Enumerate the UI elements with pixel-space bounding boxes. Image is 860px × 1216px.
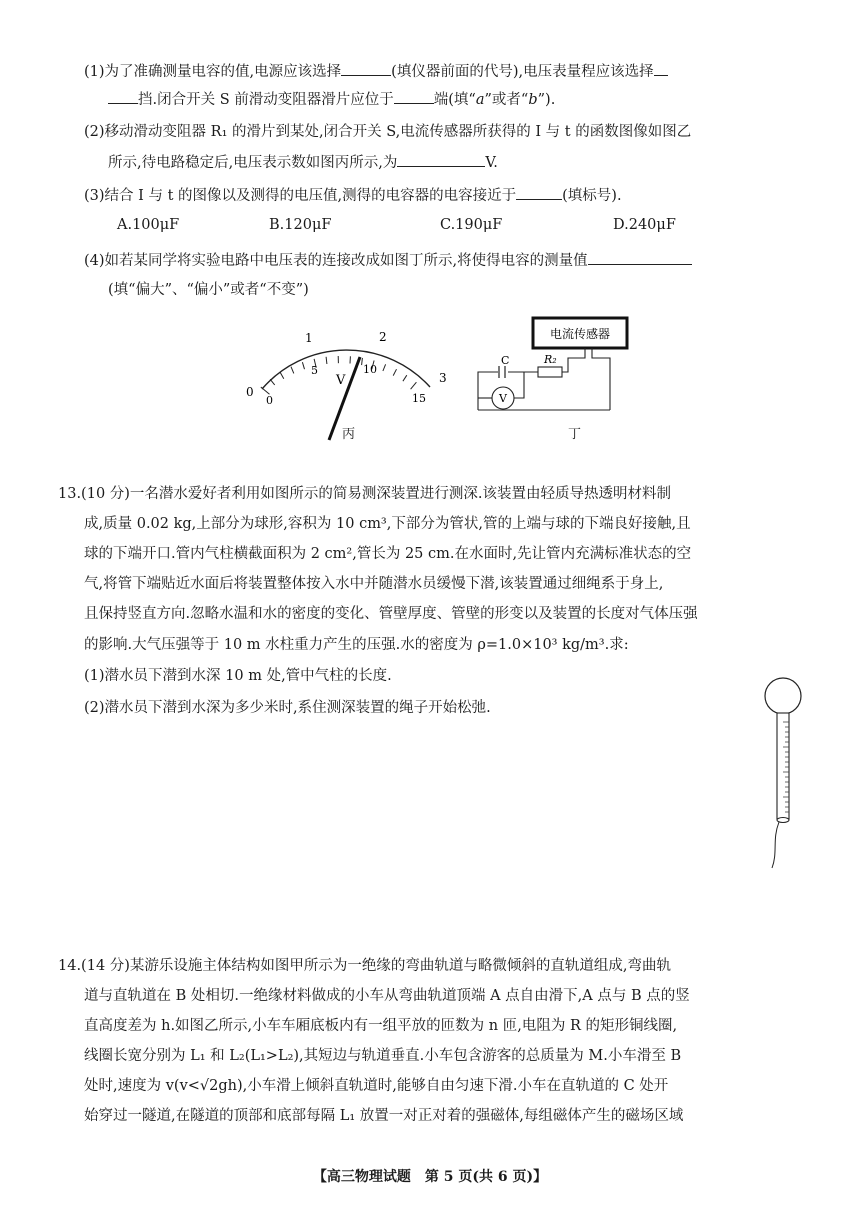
q13-line: 气,将管下端贴近水面后将装置整体按入水中并随潜水员缓慢下潜,该装置通过细绳系于身上, (84, 576, 664, 592)
q12-part1-line2: 挡.闭合开关 S 前滑动变阻器滑片应位于 端(填“a”或者“b”). (108, 87, 555, 111)
dial-outer-label: 1 (305, 331, 313, 345)
page-footer: 【高三物理试题 第 5 页(共 6 页)】 (312, 1169, 548, 1185)
resistor-label: R₂ (544, 353, 557, 366)
q12-part3: (3)结合 I 与 t 的图像以及测得的电压值,测得的电容器的电容接近于 (填标号). (84, 183, 622, 207)
answer-blank (341, 59, 391, 76)
q14-line: 始穿过一隧道,在隧道的顶部和底部每隔 L₁ 放置一对正对着的强磁体,每组磁体产生的磁场区域 (84, 1108, 684, 1124)
q13-subquestion-2: (2)潜水员下潜到水深为多少米时,系住测深装置的绳子开始松弛. (84, 700, 491, 716)
q12-part1-line1: (1)为了准确测量电容的值,电源应该选择 (填仪器前面的代号),电压表量程应该选择 (84, 59, 668, 83)
gauge-ball (765, 678, 801, 714)
option-a: A.100μF (117, 217, 180, 233)
q14-line: 直高度差为 h.如图乙所示,小车车厢底板内有一组平放的匝数为 n 匝,电阻为 R 的矩形铜线圈, (84, 1018, 678, 1034)
dial-outer-label: 3 (439, 371, 447, 385)
figure-caption-bing: 丙 (342, 427, 356, 442)
q12-part2-line1: (2)移动滑动变阻器 R₁ 的滑片到某处,闭合开关 S,电流传感器所获得的 I 与 t 的函数图像如图乙 (84, 124, 692, 140)
q14-line: 线圈长宽分别为 L₁ 和 L₂(L₁>L₂),其短边与轨道垂直.小车包含游客的总质量为 M.小车滑至 B (84, 1048, 682, 1064)
answer-blank (516, 183, 562, 200)
capacitor-symbol (499, 366, 505, 378)
q13-subquestion-1: (1)潜水员下潜到水深 10 m 处,管中气柱的长度. (84, 668, 392, 684)
answer-blank (397, 150, 485, 167)
dial-inner-label: 15 (412, 392, 426, 405)
answer-blank (394, 87, 434, 104)
answer-blank (588, 248, 692, 265)
q13-line: 的影响.大气压强等于 10 m 水柱重力产生的压强.水的密度为 ρ=1.0×10³ kg/m³.求: (84, 637, 629, 653)
tie-string (772, 822, 779, 868)
dial-arc (262, 350, 430, 389)
q13-line: 且保持竖直方向.忽略水温和水的密度的变化、管壁厚度、管壁的形变以及装置的长度对气体压强 (84, 606, 698, 622)
dial-outer-label: 2 (379, 330, 387, 344)
q12-part4-line2: (填“偏大”、“偏小”或者“不变”) (108, 282, 309, 298)
dial-inner-label: 0 (266, 394, 273, 407)
depth-gauge-figure (752, 670, 812, 870)
option-d: D.240μF (613, 217, 676, 233)
q13-line: 13.(10 分)一名潜水爱好者利用如图所示的简易测深装置进行测深.该装置由轻质导热透明材料制 (58, 486, 672, 502)
q13-line: 成,质量 0.02 kg,上部分为球形,容积为 10 cm³,下部分为管状,管的上端与球的下端良好接触,且 (84, 516, 691, 532)
q14-line: 处时,速度为 v(v<√2gh),小车滑上倾斜直轨道时,能够自由匀速下滑.小车在直轨道的 C 处开 (84, 1078, 669, 1094)
q12-part4-line1: (4)如若某同学将实验电路中电压表的连接改成如图丁所示,将使得电容的测量值 (84, 248, 692, 272)
q14-line: 14.(14 分)某游乐设施主体结构如图甲所示为一绝缘的弯曲轨道与略微倾斜的直轨道组成,弯曲轨 (58, 958, 672, 974)
capacitor-label: C (501, 354, 510, 367)
circuit-figure (470, 312, 650, 422)
current-sensor-label: 电流传感器 (549, 327, 611, 341)
resistor-symbol (538, 367, 562, 377)
answer-blank (654, 59, 668, 76)
q13-line: 球的下端开口.管内气柱横截面积为 2 cm²,管长为 25 cm.在水面时,先让管内充满标准状态的空 (84, 546, 692, 562)
option-c: C.190μF (440, 217, 503, 233)
dial-unit: V (336, 373, 346, 388)
q12-part2-line2: 所示,待电路稳定后,电压表示数如图丙所示,为 V. (108, 150, 498, 174)
tube-opening (777, 818, 789, 823)
dial-inner-label: 5 (311, 364, 318, 377)
gauge-tube (777, 713, 789, 819)
answer-blank (108, 87, 138, 104)
dial-inner-label: 10 (363, 363, 377, 376)
q14-line: 道与直轨道在 B 处相切.一绝缘材料做成的小车从弯曲轨道顶端 A 点自由滑下,A 点与 B 点的竖 (84, 988, 690, 1004)
voltmeter-label: V (499, 392, 507, 405)
figure-caption-ding: 丁 (568, 427, 582, 442)
dial-outer-label: 0 (246, 385, 254, 399)
option-b: B.120μF (269, 217, 332, 233)
